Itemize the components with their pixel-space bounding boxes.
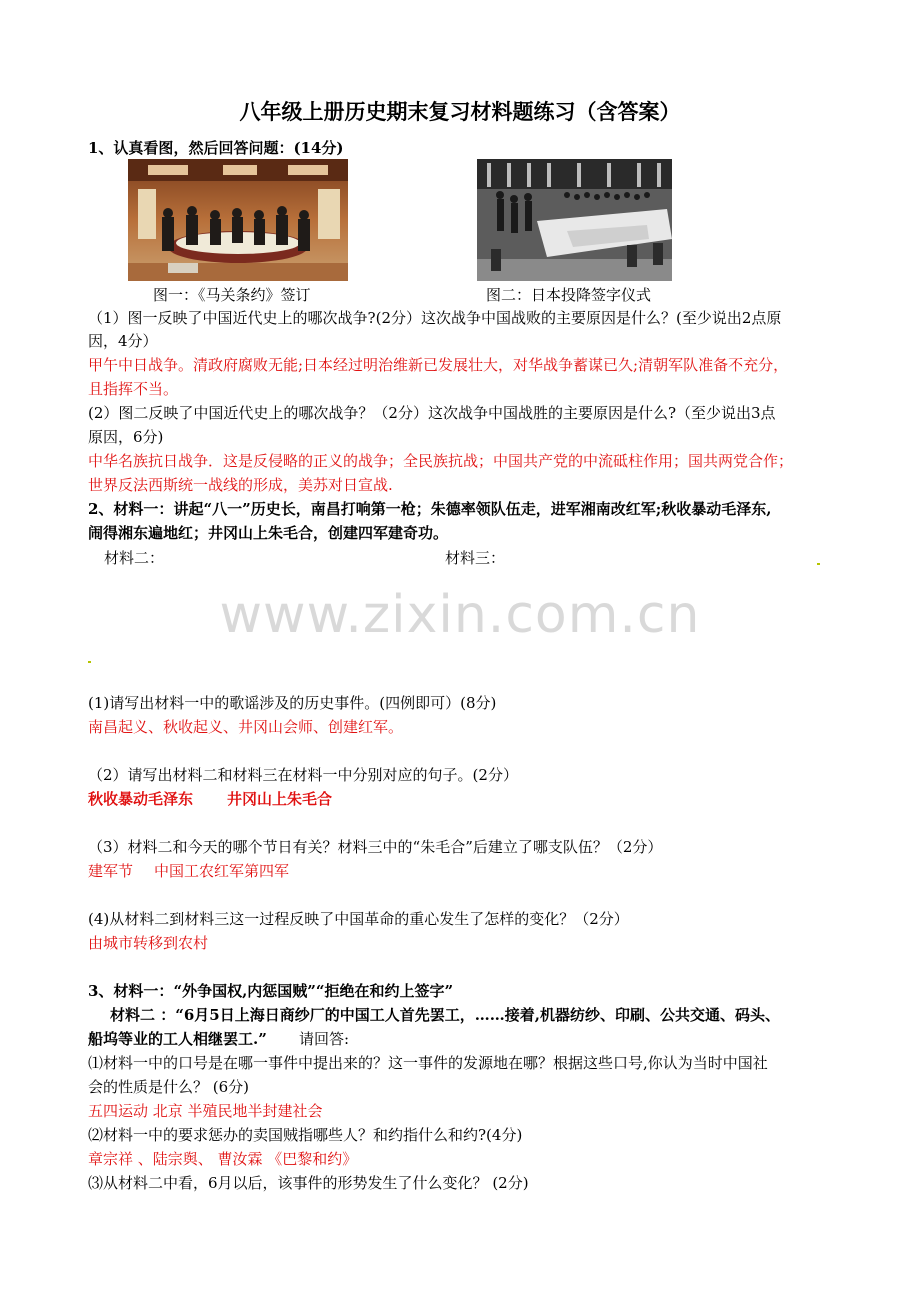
q1-answer2-line1: 中华名族抗日战争．这是反侵略的正义的战争；全民族抗战；中国共产党的中流砥柱作用；国共两党合作； bbox=[88, 452, 794, 470]
q1-heading: 1、认真看图，然后回答问题：(14分) bbox=[88, 139, 344, 157]
q1-answer1-line1: 甲午中日战争。清政府腐败无能;日本经过明治维新已发展壮大，对华战争蓄谋已久;清朝军队准备不充分， bbox=[88, 356, 789, 374]
q1-sub1-line2: 因，4分） bbox=[88, 332, 158, 350]
q3-answer1: 五四运动 北京 半殖民地半封建社会 bbox=[88, 1102, 323, 1120]
q1-answer1-line2: 且指挥不当。 bbox=[88, 380, 179, 398]
figure2-image bbox=[477, 159, 672, 281]
q2-answer4: 由城市转移到农村 bbox=[88, 934, 209, 952]
q3-answer2: 章宗祥 、陆宗舆、 曹汝霖 《巴黎和约》 bbox=[88, 1150, 358, 1168]
q2-answer3a: 建军节 bbox=[88, 862, 134, 880]
speck-mark bbox=[88, 661, 91, 663]
q2-material1-line1: 2、材料一：讲起“八一”历史长，南昌打响第一枪；朱德率领队伍走，进军湘南改红军;秋收暴动毛泽东, bbox=[88, 500, 772, 518]
q3-sub1-line1: ⑴材料一中的口号是在哪一事件中提出来的？这一事件的发源地在哪？根据这些口号,你认为当时中国社 bbox=[88, 1054, 768, 1072]
figure1-caption: 图一：《马关条约》签订 bbox=[153, 286, 311, 304]
q2-material1-line2: 闹得湘东遍地红；井冈山上朱毛合，创建四军建奇功。 bbox=[88, 524, 449, 542]
q2-sub1: (1)请写出材料一中的歌谣涉及的历史事件。(四例即可）(8分) bbox=[88, 694, 497, 712]
q1-answer2-line2: 世界反法西斯统一战线的形成，美苏对日宣战. bbox=[88, 476, 393, 494]
speck-mark bbox=[817, 563, 820, 565]
q1-sub2-line2: 原因，6分) bbox=[88, 428, 164, 446]
figure2-caption: 图二：日本投降签字仪式 bbox=[486, 286, 652, 304]
q2-answer1: 南昌起义、秋收起义、井冈山会师、创建红军。 bbox=[88, 718, 404, 736]
q1-sub1-line1: （1）图一反映了中国近代史上的哪次战争?(2分）这次战争中国战败的主要原因是什么？(至少说出2点原 bbox=[88, 309, 782, 327]
q1-sub2-line1: (2）图二反映了中国近代史上的哪次战争？（2分）这次战争中国战胜的主要原因是什么?（至少说出3点 bbox=[88, 404, 776, 422]
page-title: 八年级上册历史期末复习材料题练习（含答案） bbox=[239, 99, 681, 124]
q2-sub4: (4)从材料二到材料三这一过程反映了中国革命的重心发生了怎样的变化？（2分） bbox=[88, 910, 629, 928]
q2-material2-label: 材料二： bbox=[104, 549, 165, 567]
q2-material3-label: 材料三： bbox=[445, 549, 506, 567]
q2-answer2b: 井冈山上朱毛合 bbox=[227, 790, 333, 808]
q2-answer3b: 中国工农红军第四军 bbox=[154, 862, 290, 880]
q2-sub3: （3）材料二和今天的哪个节日有关？材料三中的“朱毛合”后建立了哪支队伍？（2分） bbox=[88, 838, 663, 856]
q3-prompt: 请回答: bbox=[299, 1030, 350, 1048]
q3-material2-line2: 船坞等业的工人相继罢工.” bbox=[88, 1030, 267, 1048]
q3-material2-line1: 材料二 ：“6月5日上海日商纱厂的中国工人首先罢工，……接着,机器纺纱、印刷、公共交通、码头、 bbox=[110, 1006, 780, 1024]
q3-sub3: ⑶从材料二中看，6月以后，该事件的形势发生了什么变化？ (2分) bbox=[88, 1174, 529, 1192]
figure1-image bbox=[128, 159, 348, 281]
q2-answer2a: 秋收暴动毛泽东 bbox=[88, 790, 194, 808]
q3-sub1-line2: 会的性质是什么？ (6分) bbox=[88, 1078, 250, 1096]
q3-sub2: ⑵材料一中的要求惩办的卖国贼指哪些人？和约指什么和约?(4分) bbox=[88, 1126, 523, 1144]
q2-sub2: （2）请写出材料二和材料三在材料一中分别对应的句子。(2分） bbox=[88, 766, 518, 784]
q3-material1: 3、材料一：“外争国权,内惩国贼”“拒绝在和约上签字” bbox=[88, 982, 454, 1000]
watermark: www.zixin.com.cn bbox=[219, 585, 701, 645]
